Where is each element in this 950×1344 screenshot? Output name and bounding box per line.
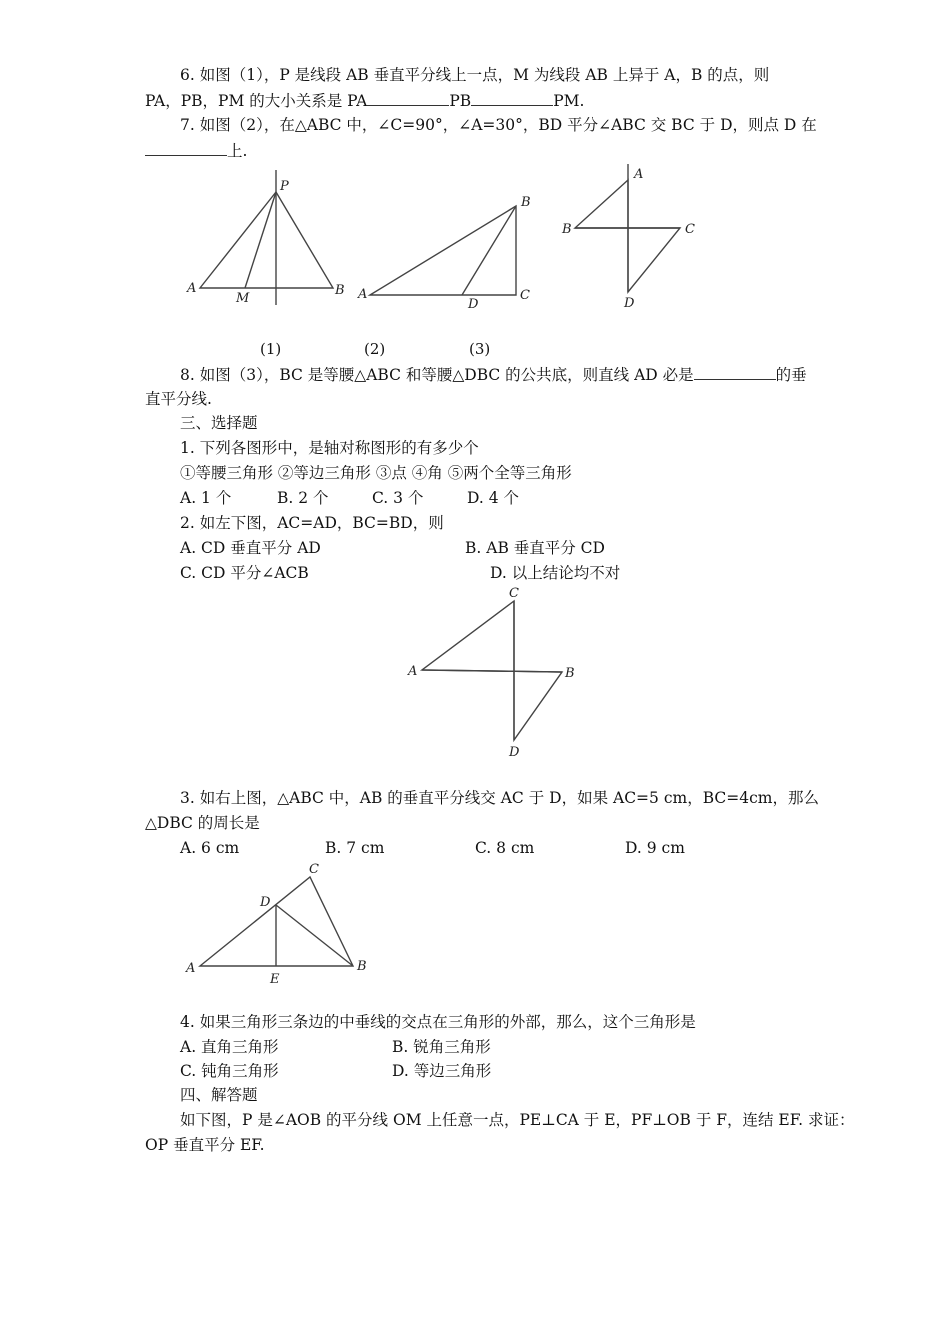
mc2-option-b[interactable]: B. AB 垂直平分 CD — [465, 539, 605, 557]
mc3-option-a[interactable]: A. 6 cm — [180, 839, 240, 857]
mc3-label-d: D — [260, 895, 271, 910]
mc4-option-c[interactable]: C. 钝角三角形 — [180, 1062, 279, 1080]
mc2-stem: 2. 如左下图，AC=AD，BC=BD，则 — [180, 514, 444, 532]
mc3-stem1: 3. 如右上图，△ABC 中，AB 的垂直平分线交 AC 于 D，如果 AC=5 cm，BC=4cm，那么 — [180, 789, 819, 807]
fig2-label-c: C — [520, 288, 530, 303]
mc2-option-d[interactable]: D. 以上结论均不对 — [490, 564, 621, 582]
mc1-option-a[interactable]: A. 1 个 — [180, 489, 232, 507]
q8-line2: 直平分线. — [145, 390, 212, 408]
fig3-label-b: B — [562, 222, 572, 237]
mc1-items: ①等腰三角形 ②等边三角形 ③点 ④角 ⑤两个全等三角形 — [180, 464, 572, 482]
q7-line1: 7. 如图（2），在△ABC 中，∠C=90°，∠A=30°，BD 平分∠ABC 交 BC 于 D，则点 D 在 — [180, 116, 817, 134]
fig3-label-a: A — [634, 167, 644, 182]
mc1-option-d[interactable]: D. 4 个 — [467, 489, 520, 507]
proof-line2: OP 垂直平分 EF. — [145, 1136, 265, 1154]
mc2-label-d: D — [509, 745, 520, 760]
mc3-label-c: C — [309, 862, 319, 877]
mc3-option-c[interactable]: C. 8 cm — [475, 839, 535, 857]
fig2-label-a: A — [358, 287, 368, 302]
q6-text-a: PA，PB，PM 的大小关系是 PA — [145, 92, 368, 110]
mc2-option-c[interactable]: C. CD 平分∠ACB — [180, 564, 309, 582]
mc4-option-b[interactable]: B. 锐角三角形 — [392, 1038, 491, 1056]
mc2-label-b: B — [565, 666, 575, 681]
q6-text-c: PM. — [553, 92, 585, 110]
mc3-stem2: △DBC 的周长是 — [145, 814, 260, 832]
caption-3: (3) — [469, 340, 491, 358]
q8-text-b: 的垂 — [775, 366, 807, 384]
section4-title: 四、解答题 — [180, 1086, 258, 1104]
mc3-label-e: E — [270, 972, 280, 987]
mc3-option-b[interactable]: B. 7 cm — [325, 839, 385, 857]
fig2-label-d: D — [468, 297, 479, 312]
fig3-label-c: C — [685, 222, 695, 237]
mc2-option-a[interactable]: A. CD 垂直平分 AD — [180, 539, 321, 557]
mc1-option-c[interactable]: C. 3 个 — [372, 489, 424, 507]
fig1-label-p: P — [280, 179, 289, 194]
mc1-stem: 1. 下列各图形中，是轴对称图形的有多少个 — [180, 439, 479, 457]
q7-text: 上. — [227, 142, 248, 160]
caption-2: (2) — [364, 340, 386, 358]
q6-text-b: PB — [449, 92, 472, 110]
mc3-label-b: B — [357, 959, 367, 974]
mc2-label-c: C — [509, 586, 519, 601]
mc4-stem: 4. 如果三角形三条边的中垂线的交点在三角形的外部，那么，这个三角形是 — [180, 1013, 696, 1031]
fig1-label-m: M — [236, 291, 250, 306]
proof-line1: 如下图，P 是∠AOB 的平分线 OM 上任意一点，PE⊥CA 于 E，PF⊥OB 于 F，连结 EF. 求证： — [180, 1111, 855, 1129]
fig2-label-b: B — [521, 195, 531, 210]
fig1-label-a: A — [187, 281, 197, 296]
mc4-option-d[interactable]: D. 等边三角形 — [392, 1062, 492, 1080]
mc3-segment-db — [276, 905, 353, 966]
fig1-label-b: B — [335, 283, 345, 298]
caption-1: (1) — [260, 340, 282, 358]
mc4-option-a[interactable]: A. 直角三角形 — [180, 1038, 279, 1056]
q8-text-a: 8. 如图（3），BC 是等腰△ABC 和等腰△DBC 的公共底，则直线 AD 必是 — [180, 366, 694, 384]
mc3-option-d[interactable]: D. 9 cm — [625, 839, 685, 857]
mc3-label-a: A — [186, 961, 196, 976]
mc1-option-b[interactable]: B. 2 个 — [277, 489, 329, 507]
fig3-label-d: D — [624, 296, 635, 311]
section3-title: 三、选择题 — [180, 414, 258, 432]
mc2-label-a: A — [408, 664, 418, 679]
q6-line1: 6. 如图（1），P 是线段 AB 垂直平分线上一点，M 为线段 AB 上异于 A，B 的点，则 — [180, 66, 770, 84]
